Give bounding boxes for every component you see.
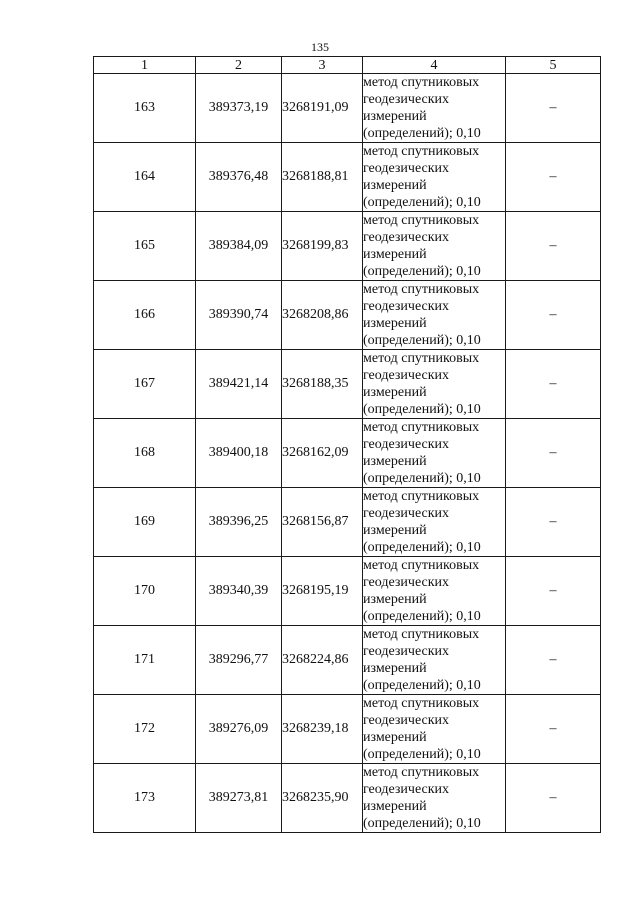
x-coordinate-cell: 389396,25 — [196, 488, 282, 557]
x-coordinate-cell: 389276,09 — [196, 695, 282, 764]
method-line: (определений); 0,10 — [363, 816, 481, 831]
y-coordinate-cell: 3268188,35 — [282, 350, 363, 419]
method-line: (определений); 0,10 — [363, 333, 481, 348]
y-coordinate-cell: 3268191,09 — [282, 74, 363, 143]
method-line: геодезических — [363, 368, 450, 383]
point-number-cell: 163 — [94, 74, 196, 143]
method-line: (определений); 0,10 — [363, 678, 481, 693]
x-coordinate-cell: 389340,39 — [196, 557, 282, 626]
method-cell — [363, 488, 506, 557]
method-line: метод спутниковых — [363, 420, 480, 435]
point-number-cell: 170 — [94, 557, 196, 626]
table-row — [94, 350, 601, 419]
y-coordinate-cell: 3268162,09 — [282, 419, 363, 488]
method-line: геодезических — [363, 506, 450, 521]
y-coordinate-cell: 3268199,83 — [282, 212, 363, 281]
y-coordinate-cell: 3268188,81 — [282, 143, 363, 212]
method-line: геодезических — [363, 161, 450, 176]
page-number: 135 — [311, 40, 329, 54]
method-line: измерений — [363, 661, 427, 676]
note-cell: – — [506, 281, 601, 350]
method-line: измерений — [363, 730, 427, 745]
x-coordinate-cell: 389400,18 — [196, 419, 282, 488]
note-cell: – — [506, 212, 601, 281]
table-row — [94, 212, 601, 281]
point-number-cell: 169 — [94, 488, 196, 557]
column-header-1: 1 — [94, 57, 196, 74]
y-coordinate-cell: 3268235,90 — [282, 764, 363, 833]
column-header-2: 2 — [196, 57, 282, 74]
header-row — [94, 57, 601, 74]
method-line: измерений — [363, 178, 427, 193]
note-cell: – — [506, 626, 601, 695]
method-line: (определений); 0,10 — [363, 747, 481, 762]
x-coordinate-cell: 389384,09 — [196, 212, 282, 281]
point-number-cell: 166 — [94, 281, 196, 350]
x-coordinate-cell: 389421,14 — [196, 350, 282, 419]
method-line: измерений — [363, 385, 427, 400]
column-header-4: 4 — [363, 57, 506, 74]
method-cell — [363, 281, 506, 350]
method-line: (определений); 0,10 — [363, 402, 481, 417]
method-line: метод спутниковых — [363, 144, 480, 159]
method-cell — [363, 764, 506, 833]
method-line: (определений); 0,10 — [363, 471, 481, 486]
method-line: геодезических — [363, 230, 450, 245]
method-cell — [363, 350, 506, 419]
y-coordinate-cell: 3268239,18 — [282, 695, 363, 764]
x-coordinate-cell: 389390,74 — [196, 281, 282, 350]
point-number-cell: 167 — [94, 350, 196, 419]
point-number-cell: 171 — [94, 626, 196, 695]
point-number-cell: 172 — [94, 695, 196, 764]
method-line: измерений — [363, 523, 427, 538]
note-cell: – — [506, 74, 601, 143]
coordinates-table — [93, 56, 601, 833]
note-cell: – — [506, 764, 601, 833]
method-cell — [363, 695, 506, 764]
method-line: (определений); 0,10 — [363, 264, 481, 279]
table-row — [94, 488, 601, 557]
y-coordinate-cell: 3268156,87 — [282, 488, 363, 557]
method-line: геодезических — [363, 575, 450, 590]
x-coordinate-cell: 389273,81 — [196, 764, 282, 833]
method-line: геодезических — [363, 782, 450, 797]
method-cell — [363, 419, 506, 488]
method-line: метод спутниковых — [363, 696, 480, 711]
y-coordinate-cell: 3268195,19 — [282, 557, 363, 626]
point-number-cell: 165 — [94, 212, 196, 281]
method-line: (определений); 0,10 — [363, 195, 481, 210]
method-line: геодезических — [363, 92, 450, 107]
method-line: (определений); 0,10 — [363, 609, 481, 624]
method-line: измерений — [363, 454, 427, 469]
note-cell: – — [506, 695, 601, 764]
point-number-cell: 164 — [94, 143, 196, 212]
x-coordinate-cell: 389376,48 — [196, 143, 282, 212]
column-header-5: 5 — [506, 57, 601, 74]
method-line: измерений — [363, 316, 427, 331]
note-cell: – — [506, 350, 601, 419]
method-line: (определений); 0,10 — [363, 126, 481, 141]
method-line: метод спутниковых — [363, 489, 480, 504]
table-body — [94, 74, 601, 833]
method-line: геодезических — [363, 713, 450, 728]
method-line: измерений — [363, 799, 427, 814]
method-cell — [363, 143, 506, 212]
table-row — [94, 419, 601, 488]
note-cell: – — [506, 488, 601, 557]
table-row — [94, 74, 601, 143]
table-row — [94, 143, 601, 212]
method-cell — [363, 557, 506, 626]
method-cell — [363, 626, 506, 695]
note-cell: – — [506, 557, 601, 626]
column-header-3: 3 — [282, 57, 363, 74]
method-line: геодезических — [363, 644, 450, 659]
table-row — [94, 764, 601, 833]
method-cell — [363, 212, 506, 281]
table-row — [94, 695, 601, 764]
method-line: (определений); 0,10 — [363, 540, 481, 555]
y-coordinate-cell: 3268224,86 — [282, 626, 363, 695]
method-line: измерений — [363, 592, 427, 607]
x-coordinate-cell: 389296,77 — [196, 626, 282, 695]
x-coordinate-cell: 389373,19 — [196, 74, 282, 143]
method-line: геодезических — [363, 299, 450, 314]
y-coordinate-cell: 3268208,86 — [282, 281, 363, 350]
method-line: измерений — [363, 109, 427, 124]
method-line: метод спутниковых — [363, 558, 480, 573]
point-number-cell: 168 — [94, 419, 196, 488]
table-row — [94, 626, 601, 695]
method-line: метод спутниковых — [363, 213, 480, 228]
method-line: метод спутниковых — [363, 351, 480, 366]
method-line: метод спутниковых — [363, 765, 480, 780]
note-cell: – — [506, 419, 601, 488]
point-number-cell: 173 — [94, 764, 196, 833]
method-line: метод спутниковых — [363, 75, 480, 90]
method-line: метод спутниковых — [363, 282, 480, 297]
table-row — [94, 557, 601, 626]
method-line: геодезических — [363, 437, 450, 452]
table-row — [94, 281, 601, 350]
note-cell: – — [506, 143, 601, 212]
method-cell — [363, 74, 506, 143]
method-line: метод спутниковых — [363, 627, 480, 642]
method-line: измерений — [363, 247, 427, 262]
